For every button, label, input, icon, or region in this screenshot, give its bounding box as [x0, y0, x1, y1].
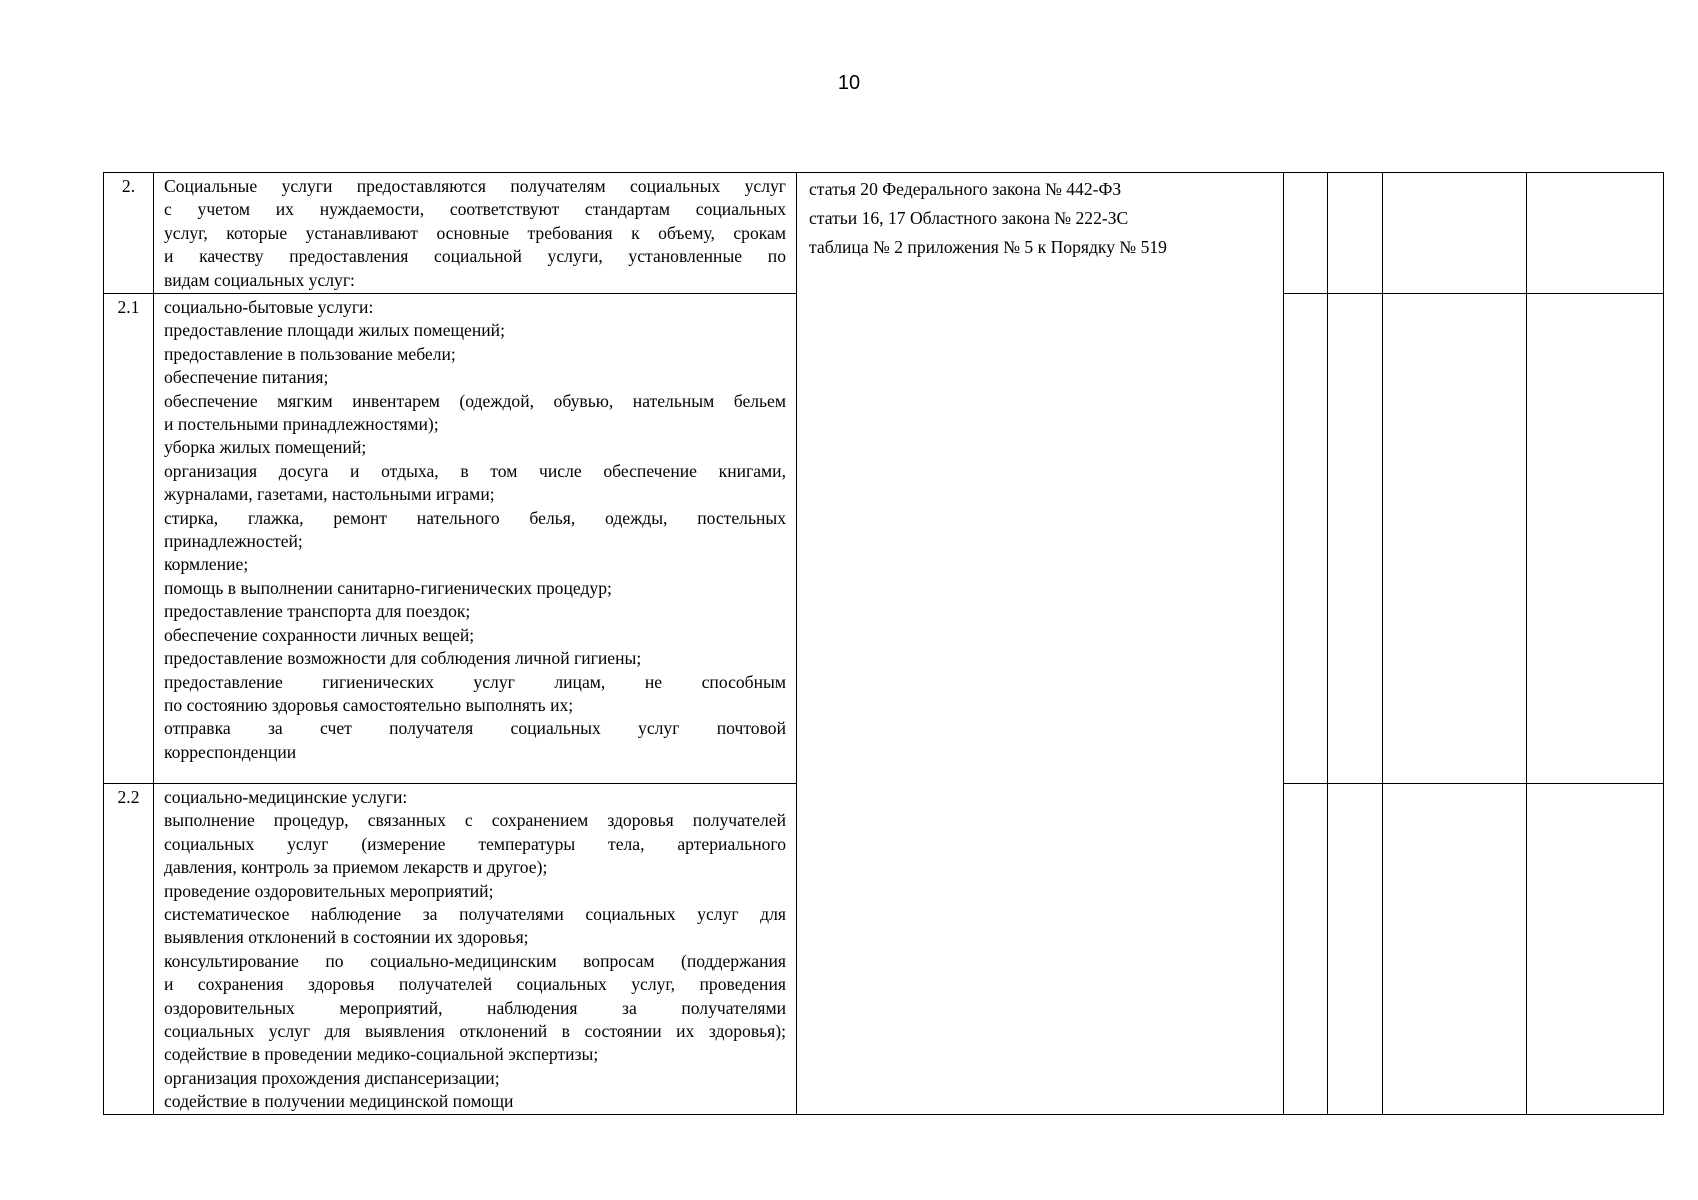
content-line: обеспечение сохранности личных вещей;: [164, 624, 475, 645]
table-row: [104, 173, 1664, 294]
content-line: консультирование по социально-медицинским вопросам (поддержания: [164, 950, 786, 971]
content-line: предоставление возможности для соблюдения личной гигиены;: [164, 648, 642, 669]
empty-cell: [1383, 294, 1527, 784]
empty-cell: [1328, 173, 1383, 294]
content-line: Социальные услуги предоставляются получателям социальных услуг: [164, 176, 786, 196]
content-line: давления, контроль за приемом лекарств и другое);: [164, 857, 548, 878]
row-content: [154, 294, 797, 784]
legal-basis-line: статья 20 Федерального закона № 442-ФЗ: [809, 179, 1122, 199]
empty-cell: [1527, 784, 1664, 1115]
content-line: помощь в выполнении санитарно-гигиенических процедур;: [164, 577, 612, 598]
empty-cell: [1383, 784, 1527, 1115]
content-line: выявления отклонений в состоянии их здоровья;: [164, 927, 529, 948]
legal-basis-cell: [797, 173, 1284, 1115]
content-line: социально-медицинские услуги:: [164, 787, 408, 807]
content-line: содействие в проведении медико-социальной экспертизы;: [164, 1044, 599, 1065]
row-number: 2.2: [104, 784, 154, 1115]
empty-cell: [1328, 294, 1383, 784]
content-line: услуг, которые устанавливают основные требования к объему, срокам: [164, 222, 786, 243]
content-line: обеспечение мягким инвентарем (одеждой, обувью, нательным бельем: [164, 390, 786, 411]
content-line: уборка жилых помещений;: [164, 437, 367, 458]
legal-basis-line: таблица № 2 приложения № 5 к Порядку № 519: [809, 237, 1167, 257]
empty-cell: [1284, 294, 1328, 784]
row-number: 2.: [104, 173, 154, 294]
content-line: предоставление гигиенических услуг лицам, не способным: [164, 671, 786, 692]
row-number: 2.1: [104, 294, 154, 784]
content-line: и качеству предоставления социальной услуги, установленные по: [164, 246, 786, 267]
empty-cell: [1284, 784, 1328, 1115]
content-line: оздоровительных мероприятий, наблюдения за получателями: [164, 997, 786, 1018]
content-line: видам социальных услуг:: [164, 269, 355, 290]
empty-cell: [1284, 173, 1328, 294]
content-line: обеспечение питания;: [164, 367, 329, 388]
content-line: с учетом их нуждаемости, соответствуют стандартам социальных: [164, 199, 786, 220]
content-line: социально-бытовые услуги:: [164, 297, 374, 317]
content-line: предоставление площади жилых помещений;: [164, 320, 505, 341]
requirements-table: [103, 172, 1664, 1115]
content-line: журналами, газетами, настольными играми;: [164, 484, 495, 505]
page-number: 10: [837, 72, 861, 94]
content-line: социальных услуг (измерение температуры тела, артериального: [164, 833, 786, 854]
content-line: по состоянию здоровья самостоятельно выполнять их;: [164, 694, 574, 715]
row-content: [154, 173, 797, 294]
content-line: предоставление транспорта для поездок;: [164, 601, 471, 622]
content-line: систематическое наблюдение за получателями социальных услуг для: [164, 904, 786, 925]
content-line: проведение оздоровительных мероприятий;: [164, 880, 494, 901]
content-line: организация прохождения диспансеризации;: [164, 1067, 500, 1088]
empty-cell: [1527, 173, 1664, 294]
empty-cell: [1328, 784, 1383, 1115]
content-line: содействие в получении медицинской помощи: [164, 1091, 514, 1112]
content-line: отправка за счет получателя социальных услуг почтовой: [164, 718, 786, 739]
content-line: и сохранения здоровья получателей социальных услуг, проведения: [164, 974, 786, 995]
empty-cell: [1383, 173, 1527, 294]
row-content: [154, 784, 797, 1115]
legal-basis-line: статьи 16, 17 Областного закона № 222-ЗС: [809, 208, 1129, 228]
content-line: корреспонденции: [164, 741, 297, 762]
content-line: и постельными принадлежностями);: [164, 414, 439, 435]
content-line: кормление;: [164, 554, 249, 575]
content-line: организация досуга и отдыха, в том числе обеспечение книгами,: [164, 460, 786, 481]
empty-cell: [1527, 294, 1664, 784]
content-line: стирка, глажка, ремонт нательного белья, одежды, постельных: [164, 507, 786, 528]
content-line: принадлежностей;: [164, 531, 303, 552]
content-line: предоставление в пользование мебели;: [164, 343, 456, 364]
content-line: социальных услуг для выявления отклонений в состоянии их здоровья);: [164, 1021, 786, 1042]
content-line: выполнение процедур, связанных с сохранением здоровья получателей: [164, 810, 786, 831]
